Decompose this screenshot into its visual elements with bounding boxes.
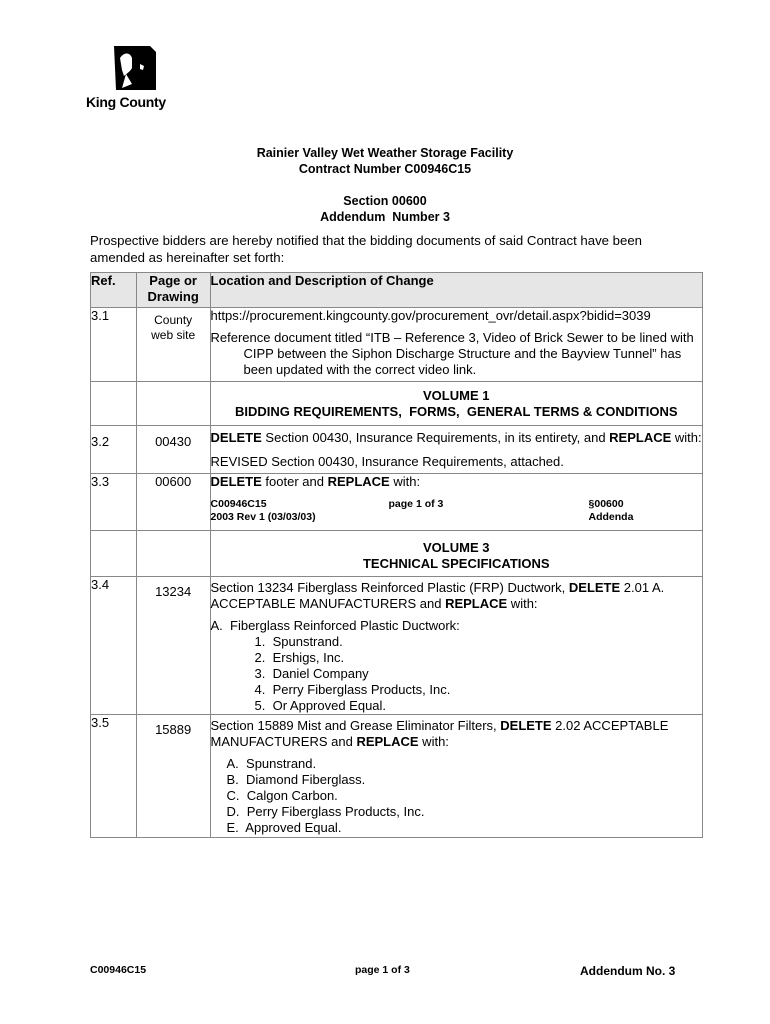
col-desc-header: Location and Description of Change: [210, 273, 702, 308]
project-title: Rainier Valley Wet Weather Storage Facility: [256, 146, 514, 160]
desc-cell: [210, 308, 702, 382]
instruction-text: 2.01 A. ACCEPTABLE MANUFACTURERS and: [210, 580, 665, 611]
instruction-text: Section 00430, Insurance Requirements, in its entirety, and: [261, 430, 606, 445]
desc-cell: [210, 426, 702, 474]
desc-cell: [210, 474, 702, 531]
table-row-3-4: [91, 577, 703, 715]
list-item: 5. Or Approved Equal.: [254, 698, 387, 713]
page-cell: 00430: [136, 426, 210, 474]
col-ref-header: Ref.: [91, 273, 137, 308]
table-row-volume-3: [91, 531, 703, 577]
table-row-3-3: [91, 474, 703, 531]
table-row-3-1: [91, 308, 703, 382]
table-row-3-5: [91, 715, 703, 838]
instruction-text: Section 13234 Fiberglass Reinforced Plastic (FRP) Ductwork,: [210, 580, 569, 595]
revised-note: REVISED Section 00430, Insurance Requirements, attached.: [210, 454, 564, 469]
volume-3-title: VOLUME 3: [423, 540, 490, 555]
col-page-header-line2: Drawing: [147, 289, 199, 304]
page-cell: 00600: [136, 474, 210, 531]
col-page-header: [136, 273, 210, 308]
footer-addendum-number: Addendum No. 3: [580, 964, 676, 978]
table-row-3-2: [91, 426, 703, 474]
replace-keyword: REPLACE: [356, 734, 419, 749]
replace-keyword: REPLACE: [327, 474, 390, 489]
contract-number: Contract Number C00946C15: [298, 162, 472, 176]
ref-cell: 3.3: [91, 474, 137, 531]
logo-text: King County: [86, 94, 166, 110]
list-item: 4. Perry Fiberglass Products, Inc.: [254, 682, 451, 697]
reference-text: Reference document titled “ITB – Reference 3, Video of Brick Sewer to be lined with CIPP between the Siphon Discharge Structure and the Bayview Tunnel” has been updated with the correct video link.: [210, 330, 694, 377]
instruction-text: 2.02 ACCEPTABLE MANUFACTURERS and: [210, 718, 669, 749]
replace-keyword: REPLACE: [445, 596, 508, 611]
king-county-logo: [86, 44, 186, 116]
empty-cell: [91, 531, 137, 577]
footer-page: page 1 of 3: [388, 498, 444, 510]
list-item: 3. Daniel Company: [254, 666, 369, 681]
manufacturer-list: [211, 756, 702, 836]
page-cell: 15889: [136, 715, 210, 838]
footer-section: §00600: [588, 498, 624, 510]
instruction-text: with:: [389, 474, 421, 489]
table-row-volume-1: [91, 382, 703, 426]
page-cell: 13234: [136, 577, 210, 715]
delete-keyword: DELETE: [568, 580, 621, 595]
page-cell-line1: County: [154, 313, 193, 327]
volume-3-heading: [210, 531, 702, 577]
footer-page-number: page 1 of 3: [355, 964, 410, 976]
delete-instruction: [211, 430, 702, 446]
ref-cell: 3.5: [91, 715, 137, 838]
footer-contract-number: C00946C15: [90, 964, 147, 976]
change-instruction: [211, 580, 702, 612]
ref-cell: 3.1: [91, 308, 137, 382]
manufacturer-list: [211, 634, 702, 714]
footer-revision: 2003 Rev 1 (03/03/03): [210, 511, 316, 523]
table-header: [91, 273, 703, 308]
col-page-header-line1: Page or: [149, 273, 197, 288]
delete-keyword: DELETE: [210, 430, 262, 445]
instruction-text: with:: [507, 596, 538, 611]
list-item: E. Approved Equal.: [226, 820, 342, 835]
ref-cell: 3.2: [91, 426, 137, 474]
ref-cell: 3.4: [91, 577, 137, 715]
delete-keyword: DELETE: [210, 474, 262, 489]
volume-1-subtitle: BIDDING REQUIREMENTS, FORMS, GENERAL TERMS & CONDITIONS: [235, 404, 678, 419]
page-cell-line2: web site: [151, 328, 196, 342]
footer-contract: C00946C15: [210, 498, 267, 510]
volume-3-subtitle: TECHNICAL SPECIFICATIONS: [362, 556, 550, 571]
replace-keyword: REPLACE: [609, 430, 672, 445]
delete-instruction: [211, 474, 702, 490]
list-item: 2. Ershigs, Inc.: [254, 650, 345, 665]
empty-cell: [136, 531, 210, 577]
footer-addenda: Addenda: [588, 511, 634, 523]
empty-cell: [91, 382, 137, 426]
mlk-portrait-icon: [110, 44, 160, 92]
change-instruction: [211, 718, 702, 750]
instruction-text: footer and: [261, 474, 328, 489]
addendum-table: [90, 272, 703, 838]
procurement-link[interactable]: https://procurement.kingcounty.gov/procurement_ovr/detail.aspx?bidid=3039: [210, 308, 651, 323]
list-item: A. Spunstrand.: [226, 756, 317, 771]
empty-cell: [136, 382, 210, 426]
replacement-footer: [211, 498, 702, 524]
intro-paragraph: Prospective bidders are hereby notified that the bidding documents of said Contract have been amended as hereinafter set forth:: [90, 233, 643, 265]
list-item: D. Perry Fiberglass Products, Inc.: [226, 804, 425, 819]
addendum-number: Addendum Number 3: [320, 210, 450, 224]
list-item: C. Calgon Carbon.: [226, 788, 338, 803]
list-item: B. Diamond Fiberglass.: [226, 772, 366, 787]
desc-cell: [210, 715, 702, 838]
section-number: Section 00600: [343, 194, 427, 208]
sub-heading: A. Fiberglass Reinforced Plastic Ductwork:: [210, 618, 460, 633]
page-cell: [136, 308, 210, 382]
delete-keyword: DELETE: [500, 718, 552, 733]
volume-1-title: VOLUME 1: [423, 388, 490, 403]
list-item: 1. Spunstrand.: [254, 634, 343, 649]
desc-cell: [210, 577, 702, 715]
volume-1-heading: [210, 382, 702, 426]
instruction-text: with:: [671, 430, 702, 445]
instruction-text: with:: [418, 734, 449, 749]
instruction-text: Section 15889 Mist and Grease Eliminator Filters,: [210, 718, 501, 733]
